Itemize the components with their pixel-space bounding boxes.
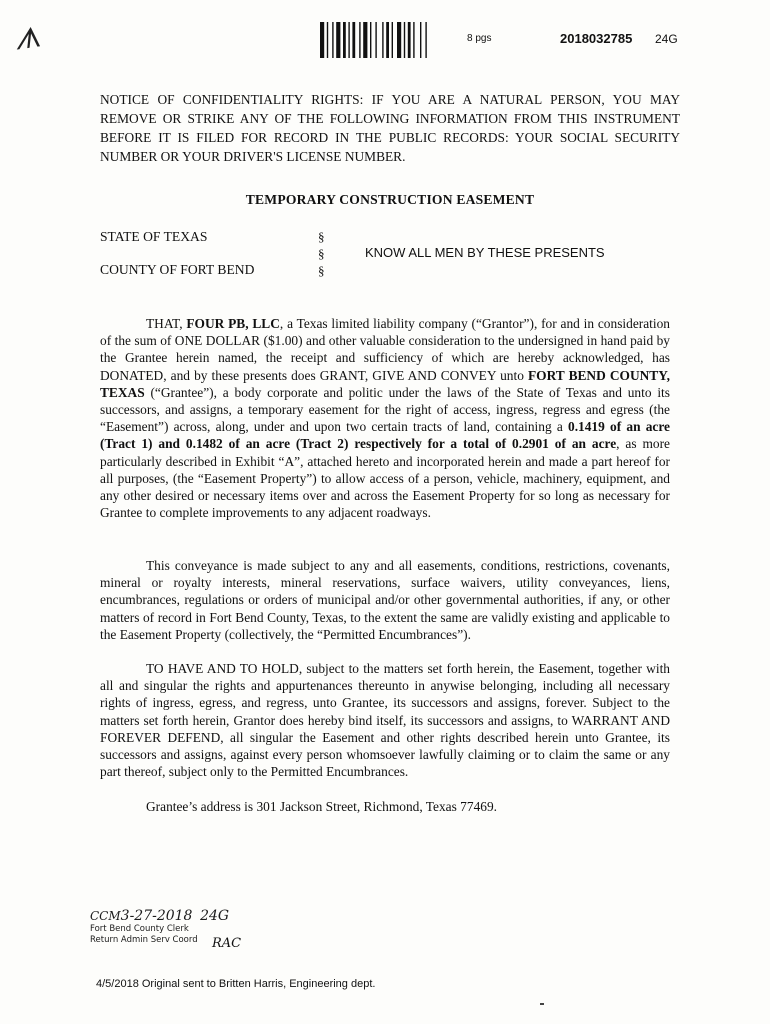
barcode-bar [363, 22, 367, 58]
habendum-paragraph: TO HAVE AND TO HOLD, subject to the matters set forth herein, the Easement, together with all and singular the rights and appurtenances thereunto in anywise belonging, including all necessary rights of ingress, egress, and regress, unto Grantee, its successors and assigns, forever. Subject to the matters set forth herein, Grantor does hereby bind itself, its successors and assigns, to WARRANT AND FOREVER DEFEND, all singular the Easement and other rights described herein unto Grantee, its successors and assigns, against every person whomsoever lawfully claiming or to claim the same or any part thereof, subject only to the Permitted Encumbrances. [100, 661, 670, 780]
barcode-bar [370, 22, 371, 58]
handwritten-recording-note: CCM3-27-2018 24G Fort Bend County Clerk Return Admin Serv Coord [90, 908, 230, 945]
section-mark: § [318, 229, 325, 244]
acreage-text: 0.1419 of an acre (Tract 1) and 0.1482 of an acre (Tract 2) respectively for a total of 0.2901 of an acre [100, 419, 670, 452]
grantor-name: FOUR PB, LLC [186, 316, 280, 331]
stamp-code: 24G [655, 32, 678, 46]
handwritten-date: 3-27-2018 [120, 908, 193, 924]
handwritten-initials: RAC [212, 936, 242, 951]
barcode-bar [348, 22, 349, 58]
barcode-bar [413, 22, 414, 58]
barcode-bar [397, 22, 401, 58]
document-title: TEMPORARY CONSTRUCTION EASEMENT [245, 192, 535, 207]
barcode-bar [408, 22, 411, 58]
barcode-bar [332, 22, 333, 58]
state-caption: STATE OF TEXAS [100, 229, 208, 244]
barcode-bar [392, 22, 393, 58]
handwritten-code: 24G [200, 908, 230, 924]
grantee-name: FORT BEND COUNTY, TEXAS [100, 367, 671, 400]
page-count: 8 pgs [467, 33, 492, 44]
barcode-bar [382, 22, 383, 58]
handwritten-corner-mark: ᗑ [11, 20, 43, 57]
barcode-bar [420, 22, 421, 58]
county-caption: COUNTY OF FORT BEND [100, 262, 255, 277]
barcode [320, 22, 456, 58]
barcode-bar [343, 22, 346, 58]
document-number: 2018032785 [560, 31, 633, 46]
section-mark: § [318, 246, 325, 261]
barcode-bar [425, 22, 426, 58]
barcode-bar [386, 22, 389, 58]
confidentiality-notice: NOTICE OF CONFIDENTIALITY RIGHTS: IF YOU ARE A NATURAL PERSON, YOU MAY REMOVE OR STRIKE ANY OF THE FOLLOWING INFORMATION FROM THIS INSTRUMENT BEFORE IT IS FILED FOR RECORD IN THE PUBLIC RECORDS: YOUR SOCIAL SECURITY NUMBER OR YOUR DRIVER'S LICENSE NUMBER. [100, 92, 680, 164]
footer-note: 4/5/2018 Original sent to Britten Harris, Engineering dept. [96, 978, 376, 990]
barcode-bar [352, 22, 355, 58]
conveyance-paragraph: This conveyance is made subject to any and all easements, conditions, restrictions, covenants, mineral or royalty interests, mineral reservations, surface waivers, utility conveyances, liens, encumbrances, regulations or orders of municipal and/or other governmental authorities, if any, or other matters of record in Fort Bend County, Texas, to the extent the same are validly existing and applicable to the Easement Property (collectively, the “Permitted Encumbrances”). [100, 558, 670, 642]
scan-speck [540, 1003, 544, 1005]
barcode-bar [359, 22, 360, 58]
grant-paragraph: THAT, FOUR PB, LLC, a Texas limited liability company (“Grantor”), for and in consideration of the sum of ONE DOLLAR ($1.00) and other valuable consideration to the undersigned in hand paid by the Grantee herein named, the receipt and sufficiency of which are hereby acknowledged, has DONATED, and by these presents does GRANT, GIVE AND CONVEY unto FORT BEND COUNTY, TEXAS (“Grantee”), a body corporate and politic under the laws of the State of Texas and unto its successors, and assigns, a temporary easement for the right of access, ingress, regress and egress (the “Easement”) across, along, under and upon two certain tracts of land, containing a 0.1419 of an acre (Tract 1) and 0.1482 of an acre (Tract 2) respectively for a total of 0.2901 of an acre, as more particularly described in Exhibit “A”, attached hereto and incorporated herein and made a part hereof for all purposes, (the “Easement Property”) to allow access of a person, vehicle, machinery, equipment, and any other desired or necessary items over and across the Easement Property for so long as necessary for Grantee to complete improvements to any adjacent roadways. [100, 316, 671, 521]
barcode-bar [336, 22, 340, 58]
barcode-bar [375, 22, 376, 58]
barcode-bar [320, 22, 324, 58]
section-mark: § [318, 263, 325, 278]
return-line: Return Admin Serv Coord [90, 935, 198, 945]
grantee-address-paragraph: Grantee’s address is 301 Jackson Street, Richmond, Texas 77469. [146, 799, 497, 814]
know-all-men-caption: KNOW ALL MEN BY THESE PRESENTS [365, 245, 605, 260]
barcode-bar [327, 22, 328, 58]
clerk-line: Fort Bend County Clerk [90, 924, 189, 934]
barcode-bar [404, 22, 405, 58]
